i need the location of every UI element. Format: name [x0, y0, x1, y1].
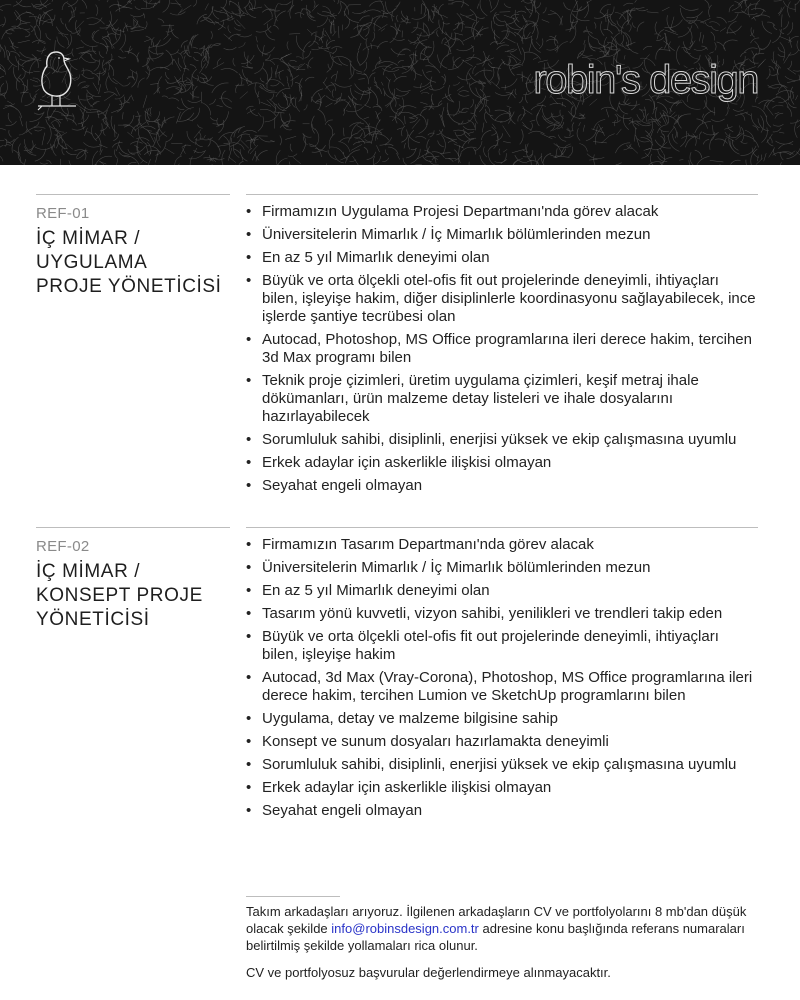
list-item: • Sorumluluk sahibi, disiplinli, enerjisi yüksek ve ekip çalışmasına uyumlu — [246, 756, 758, 774]
header-banner — [0, 0, 800, 165]
brand-name: robin's design — [533, 58, 758, 102]
list-item: • Erkek adaylar için askerlikle ilişkisi olmayan — [246, 779, 758, 797]
job-title — [36, 227, 222, 299]
bird-icon — [34, 48, 80, 112]
requirements-list — [246, 536, 758, 825]
ref-code: REF-01 — [36, 205, 90, 222]
list-item: • Uygulama, detay ve malzeme bilgisine sahip — [246, 710, 758, 728]
list-item: • Büyük ve orta ölçekli otel-ofis fit out projelerinde deneyimli, ihtiyaçları bilen, işleyişe hakim, diğer disiplinlerle koordinasyonu sağlayabilecek, ince işlerde şantiye tecrübesi olan — [246, 272, 758, 326]
list-item: • Üniversitelerin Mimarlık / İç Mimarlık bölümlerinden mezun — [246, 226, 758, 244]
list-item: • Büyük ve orta ölçekli otel-ofis fit out projelerinde deneyimli, ihtiyaçları bilen, işleyişe hakim — [246, 628, 758, 664]
divider — [246, 527, 758, 528]
job-title-line: UYGULAMA — [36, 252, 148, 273]
divider — [246, 194, 758, 195]
application-note — [246, 896, 766, 981]
job-title-line: YÖNETİCİSİ — [36, 609, 150, 630]
job-title-line: PROJE YÖNETİCİSİ — [36, 276, 222, 297]
divider — [246, 896, 340, 897]
list-item: • Teknik proje çizimleri, üretim uygulama çizimleri, keşif metraj ihale dökümanları, ürün malzeme detay listeleri ve ihale dosyalarını hazırlayabilecek — [246, 372, 758, 426]
list-item: • En az 5 yıl Mimarlık deneyimi olan — [246, 249, 758, 267]
portfolio-note: CV ve portfolyosuz başvurular değerlendirmeye alınmayacaktır. — [246, 965, 611, 980]
list-item: • Üniversitelerin Mimarlık / İç Mimarlık bölümlerinden mezun — [246, 559, 758, 577]
job-title — [36, 560, 203, 632]
list-item: • Sorumluluk sahibi, disiplinli, enerjisi yüksek ve ekip çalışmasına uyumlu — [246, 431, 758, 449]
list-item: • Seyahat engeli olmayan — [246, 802, 758, 820]
instructions-text: Takım arkadaşları arıyoruz. İlgilenen arkadaşların CV ve portfolyolarını 8 mb'dan düşük olacak şekilde — [246, 904, 747, 936]
list-item: • Firmamızın Uygulama Projesi Departmanı'nda görev alacak — [246, 203, 758, 221]
divider — [36, 527, 230, 528]
email-link[interactable]: info@robinsdesign.com.tr — [331, 921, 479, 936]
job-title-line: İÇ MİMAR / — [36, 228, 141, 249]
list-item: • Konsept ve sunum dosyaları hazırlamakta deneyimli — [246, 733, 758, 751]
application-instructions — [246, 903, 766, 954]
list-item: • Erkek adaylar için askerlikle ilişkisi olmayan — [246, 454, 758, 472]
job-title-line: KONSEPT PROJE — [36, 585, 203, 606]
list-item: • En az 5 yıl Mimarlık deneyimi olan — [246, 582, 758, 600]
list-item: • Autocad, Photoshop, MS Office programlarına ileri derece hakim, tercihen 3d Max programı bilen — [246, 331, 758, 367]
job-title-line: İÇ MİMAR / — [36, 561, 141, 582]
list-item: • Firmamızın Tasarım Departmanı'nda görev alacak — [246, 536, 758, 554]
list-item: • Autocad, 3d Max (Vray-Corona), Photoshop, MS Office programlarına ileri derece hakim, tercihen Lumion ve SketchUp programlarını bilen — [246, 669, 758, 705]
requirements-list — [246, 203, 758, 500]
list-item: • Tasarım yönü kuvvetli, vizyon sahibi, yenilikleri ve trendleri takip eden — [246, 605, 758, 623]
instructions-text: adresine konu başlığında referans numaraları belirtilmiş şekilde yollamaları rica olunur. — [246, 921, 745, 953]
ref-code: REF-02 — [36, 538, 90, 555]
list-item: • Seyahat engeli olmayan — [246, 477, 758, 495]
divider — [36, 194, 230, 195]
